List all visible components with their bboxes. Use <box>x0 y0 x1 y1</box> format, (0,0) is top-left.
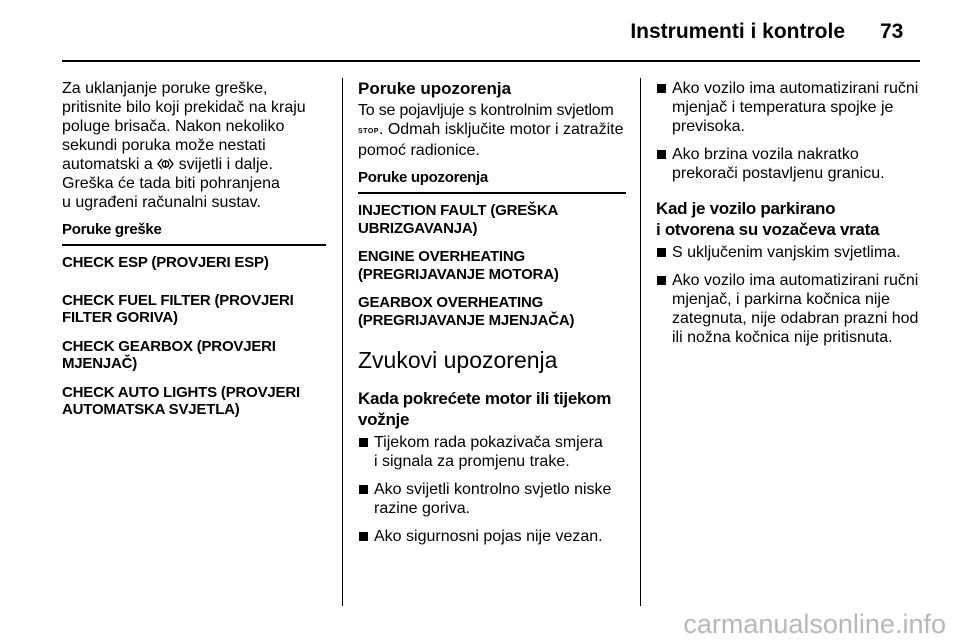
list-item <box>358 480 626 518</box>
text-line: razine goriva. <box>374 500 471 517</box>
fault-message: CHECK ESP (PROVJERI ESP) <box>62 254 269 271</box>
intro-paragraph <box>62 79 326 212</box>
sub-heading: Kada pokrećete motor ili tijekom vožnje <box>358 389 612 429</box>
bullet-icon <box>359 485 368 494</box>
text-line: sekundi poruka može nestati <box>62 137 266 154</box>
text-line: Tijekom rada pokazivača smjera <box>374 434 603 451</box>
bullet-icon <box>359 438 368 447</box>
heading-line: Kad je vozilo parkirano <box>656 199 836 218</box>
text-line: Ako sigurnosni pojas nije vezan. <box>374 528 603 545</box>
fault-message: CHECK GEARBOX (PROVJERI MJENJAČ) <box>62 337 276 372</box>
list-item <box>358 433 626 471</box>
section-heading <box>656 198 924 240</box>
list-item <box>358 527 626 546</box>
text-line: u ugrađeni računalni sustav. <box>62 194 261 211</box>
list-item <box>656 243 924 262</box>
text-line: Ako vozilo ima automatizirani ručni <box>672 272 919 289</box>
bullet-icon <box>657 84 666 93</box>
page-header-title: Instrumenti i kontrole <box>630 20 845 43</box>
heading-line: i otvorena su vozačeva vrata <box>656 220 880 239</box>
text-line: poluge brisača. Nakon nekoliko <box>62 118 285 135</box>
header-rule <box>62 60 920 62</box>
section-subheading: Poruke greške <box>62 220 326 246</box>
column-2 <box>358 79 626 555</box>
fault-message: CHECK FUEL FILTER (PROVJERI FILTER GORIVA) <box>62 291 294 326</box>
text-line: Ako vozilo ima automatizirani ručni <box>672 80 919 97</box>
list-item <box>656 271 924 347</box>
steering-wheel-warning-icon <box>157 158 174 170</box>
bullet-icon <box>359 532 368 541</box>
column-3 <box>656 79 924 356</box>
text-fragment: svijetli i dalje. <box>178 156 273 173</box>
text-line: ili nožna kočnica nije pritisnuta. <box>672 329 893 346</box>
text-fragment: . Odmah isključite motor i zatražite <box>378 121 624 138</box>
text-fragment: automatski a <box>62 156 153 173</box>
column-divider <box>342 78 343 606</box>
text-line: S uključenim vanjskim svjetlima. <box>672 244 901 261</box>
bullet-icon <box>657 276 666 285</box>
fault-message: CHECK AUTO LIGHTS (PROVJERI AUTOMATSKA SVJETLA) <box>62 383 300 418</box>
text-line: Greška će tada biti pohranjena <box>62 175 280 192</box>
text-line: i signala za promjenu trake. <box>374 453 570 470</box>
text-line: Ako svijetli kontrolno svjetlo niske <box>374 481 612 498</box>
text-line: Ako brzina vozila nakratko <box>672 146 859 163</box>
warning-message: ENGINE OVERHEATING (PREGRIJAVANJE MOTORA) <box>358 248 559 283</box>
text-line: pomoć radionice. <box>358 142 480 159</box>
text-line: Za uklanjanje poruke greške, <box>62 80 268 97</box>
text-line <box>358 120 626 141</box>
text-line: previsoka. <box>672 118 745 135</box>
column-divider <box>640 78 641 606</box>
section-heading: Poruke upozorenja <box>358 79 512 98</box>
text-line: pritisnite bilo koji prekidač na kraju <box>62 99 306 116</box>
text-line: prekorači postavljenu granicu. <box>672 165 885 182</box>
list-item <box>656 79 924 136</box>
stop-warning-icon: STOP <box>358 128 379 135</box>
text-line: zategnuta, nije odabran prazni hod <box>672 310 919 327</box>
section-heading: Zvukovi upozorenja <box>358 347 558 373</box>
intro-paragraph <box>358 101 626 160</box>
watermark: carmanualsonline.info <box>683 609 946 639</box>
section-subheading: Poruke upozorenja <box>358 168 626 194</box>
text-line: mjenjač, i parkirna kočnica nije <box>672 291 890 308</box>
warning-message: GEARBOX OVERHEATING (PREGRIJAVANJE MJENJAČA) <box>358 294 575 329</box>
text-line: mjenjač i temperatura spojke je <box>672 99 894 116</box>
text-line: To se pojavljuje s kontrolnim svjetlom <box>358 102 614 119</box>
bullet-icon <box>657 248 666 257</box>
column-1 <box>62 79 326 430</box>
bullet-icon <box>657 150 666 159</box>
text-line <box>62 155 326 174</box>
list-item <box>656 145 924 183</box>
warning-message: INJECTION FAULT (GREŠKA UBRIZGAVANJA) <box>358 202 558 237</box>
page-number: 73 <box>880 20 904 43</box>
